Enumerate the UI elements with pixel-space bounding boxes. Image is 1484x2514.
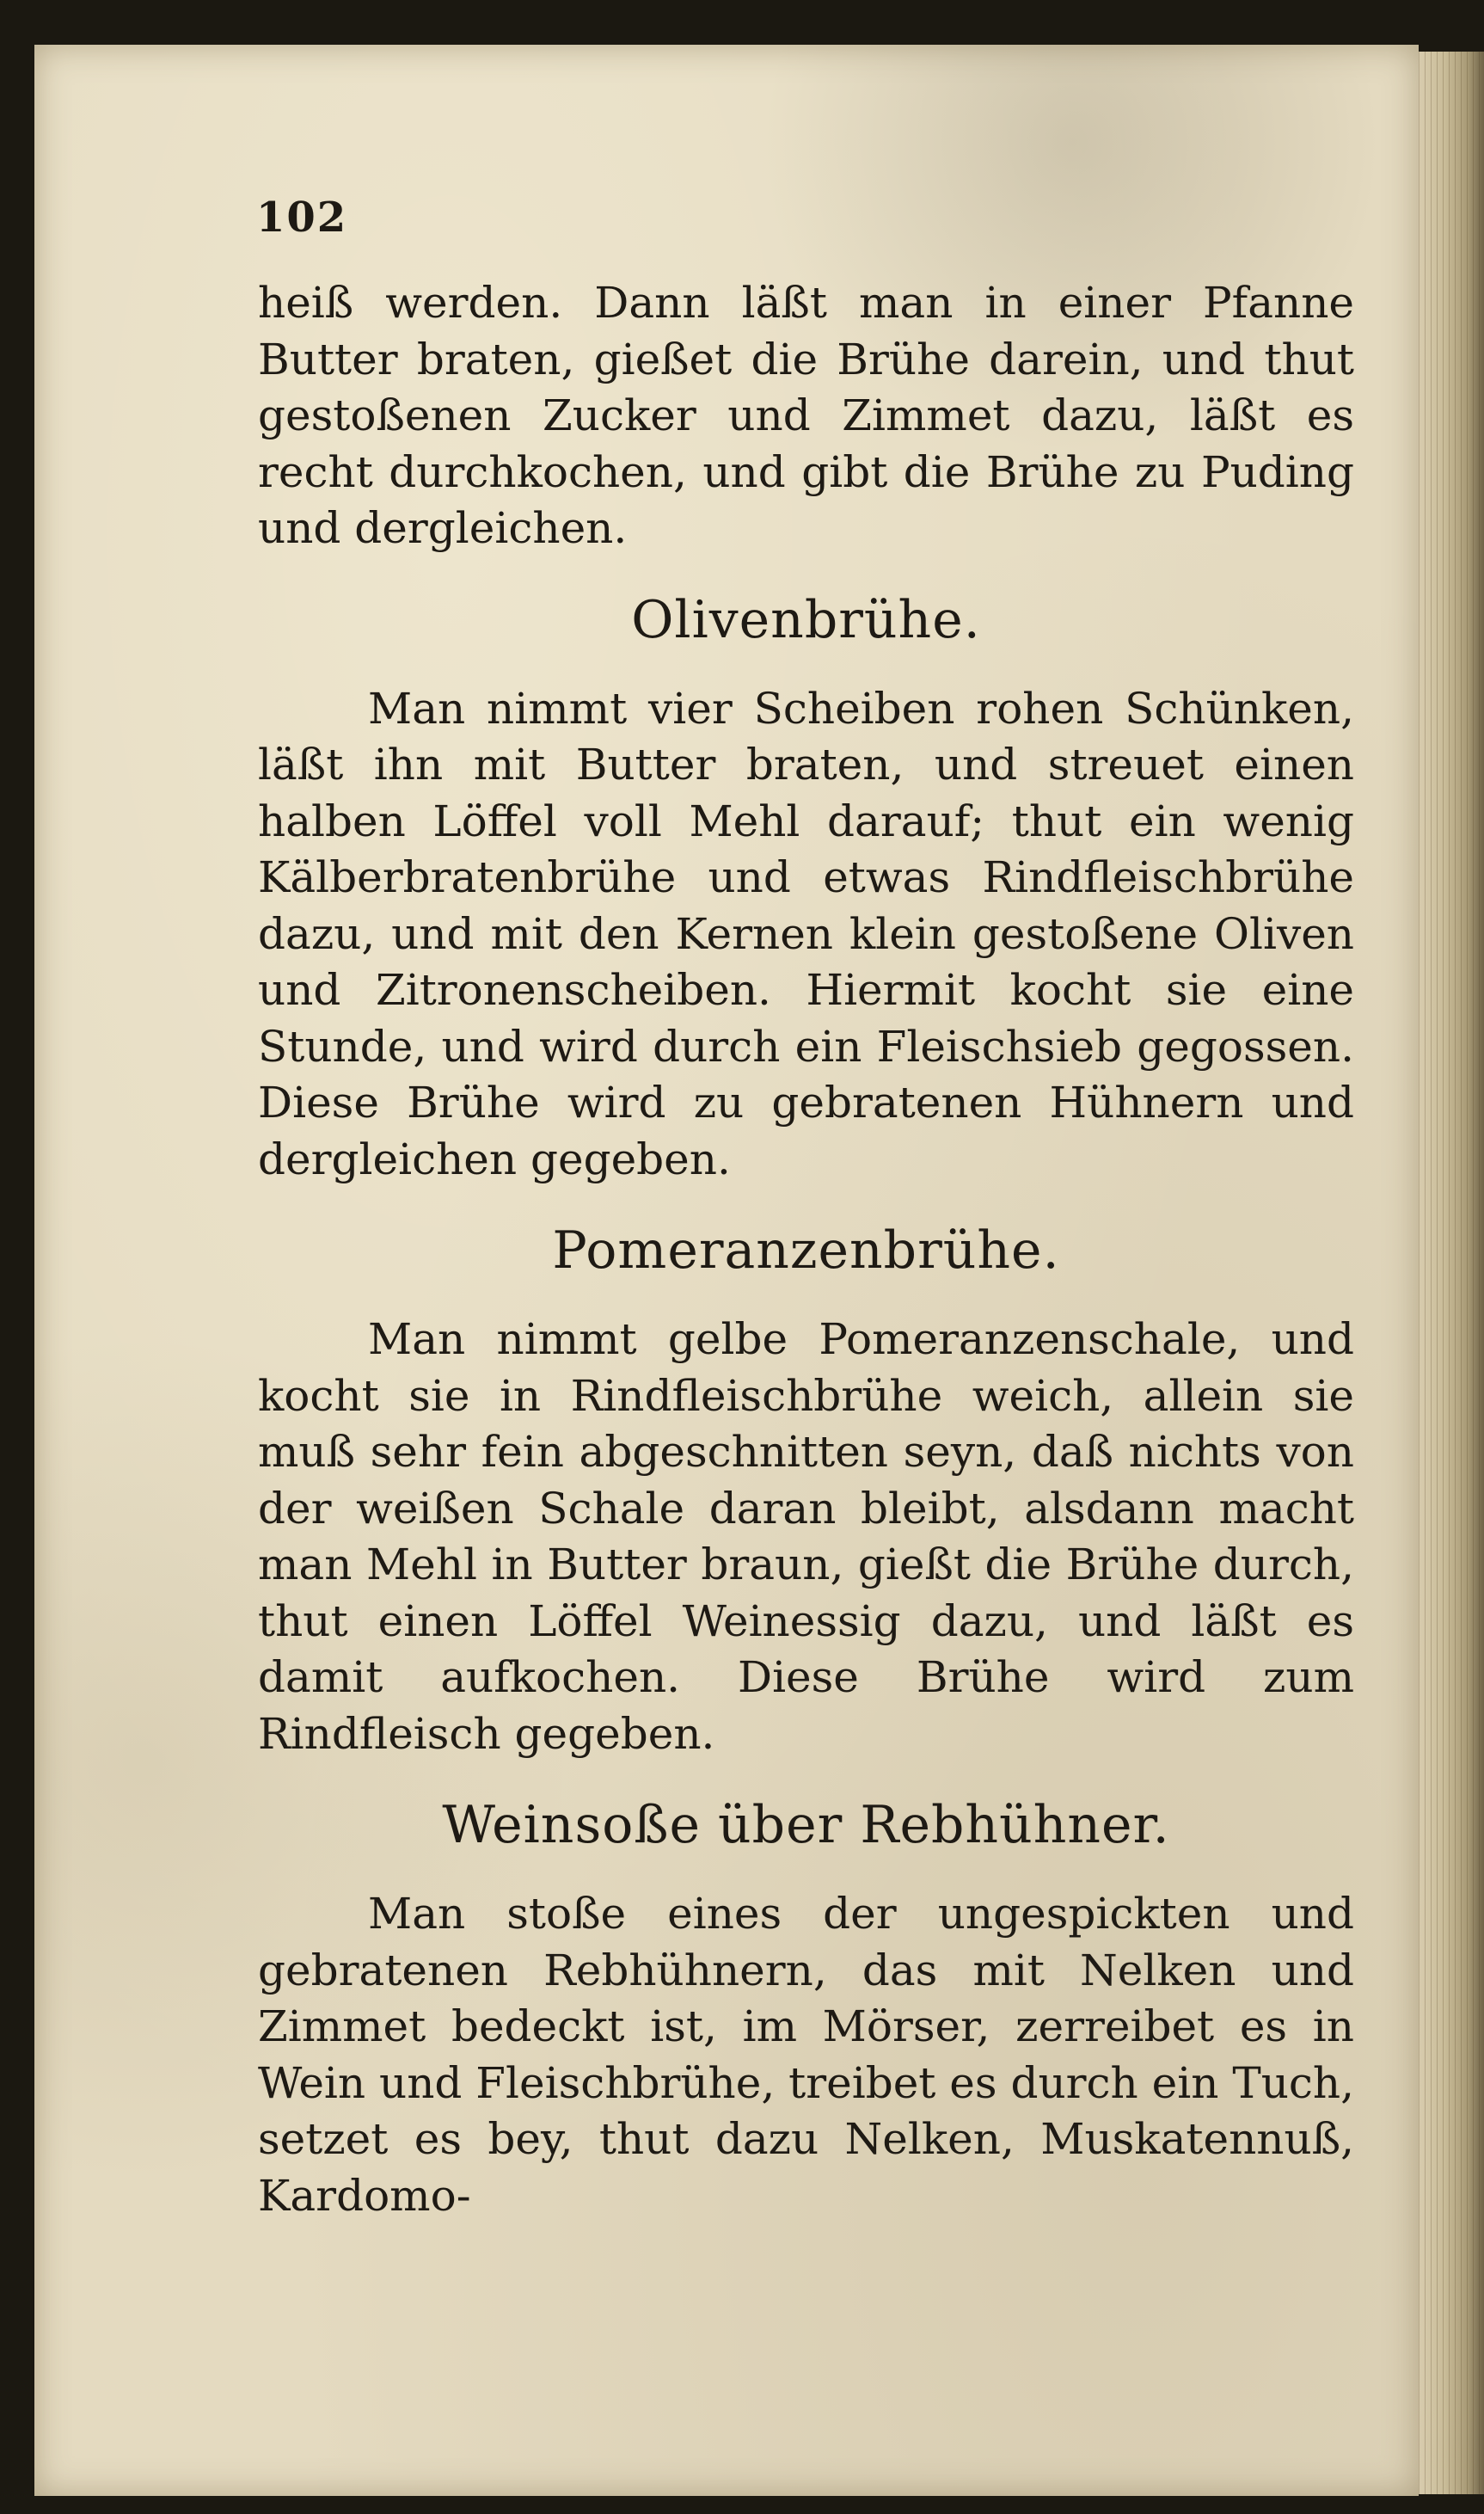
heading-pomeranzenbruehe: Pomeranzenbrühe. bbox=[552, 1220, 1060, 1281]
paragraph-pomeranzenbruehe: Man nimmt gelbe Pomeranzenschale, und kocht sie in Rindfleischbrühe weich, allein sie muß sehr fein abgeschnitten seyn, daß nichts von der weißen Schale daran bleibt, alsdann macht man Mehl in Butter braun, gießt die Brühe durch, thut einen Löffel Weinessig dazu, und läßt es damit aufkochen. Diese Brühe wird zum Rindfleisch gegeben. bbox=[258, 1314, 1354, 1759]
heading-olivenbruehe: Olivenbrühe. bbox=[631, 589, 981, 650]
page-number: 102 bbox=[256, 194, 348, 242]
body-text bbox=[258, 275, 1354, 2224]
page-stack-lines bbox=[1419, 52, 1484, 2494]
heading-weinsosse: Weinsoße über Rebhühner. bbox=[442, 1795, 1170, 1855]
paragraph-continuation: heiß werden. Dann läßt man in einer Pfanne Butter braten, gießet die Brühe darein, und thut gestoßenen Zucker und Zimmet dazu, läßt es recht durchkochen, und gibt die Brühe zu Puding und dergleichen. bbox=[258, 278, 1354, 553]
paragraph-weinsosse: Man stoße eines der ungespickten und gebratenen Rebhühnern, das mit Nelken und Zimmet bedeckt ist, im Mörser, zerreibet es in Wein und Fleischbrühe, treibet es durch ein Tuch, setzet es bey, thut dazu Nelken, Muskatennuß, Kardomo- bbox=[258, 1889, 1354, 2221]
paragraph-olivenbruehe: Man nimmt vier Scheiben rohen Schünken, läßt ihn mit Butter braten, und streuet einen halben Löffel voll Mehl darauf; thut ein wenig Kälberbratenbrühe und etwas Rindfleischbrühe dazu, und mit den Kernen klein gestoßene Oliven und Zitronenscheiben. Hiermit kocht sie eine Stunde, und wird durch ein Fleischsieb gegossen. Diese Brühe wird zu gebratenen Hühnern und dergleichen gegeben. bbox=[258, 683, 1354, 1184]
